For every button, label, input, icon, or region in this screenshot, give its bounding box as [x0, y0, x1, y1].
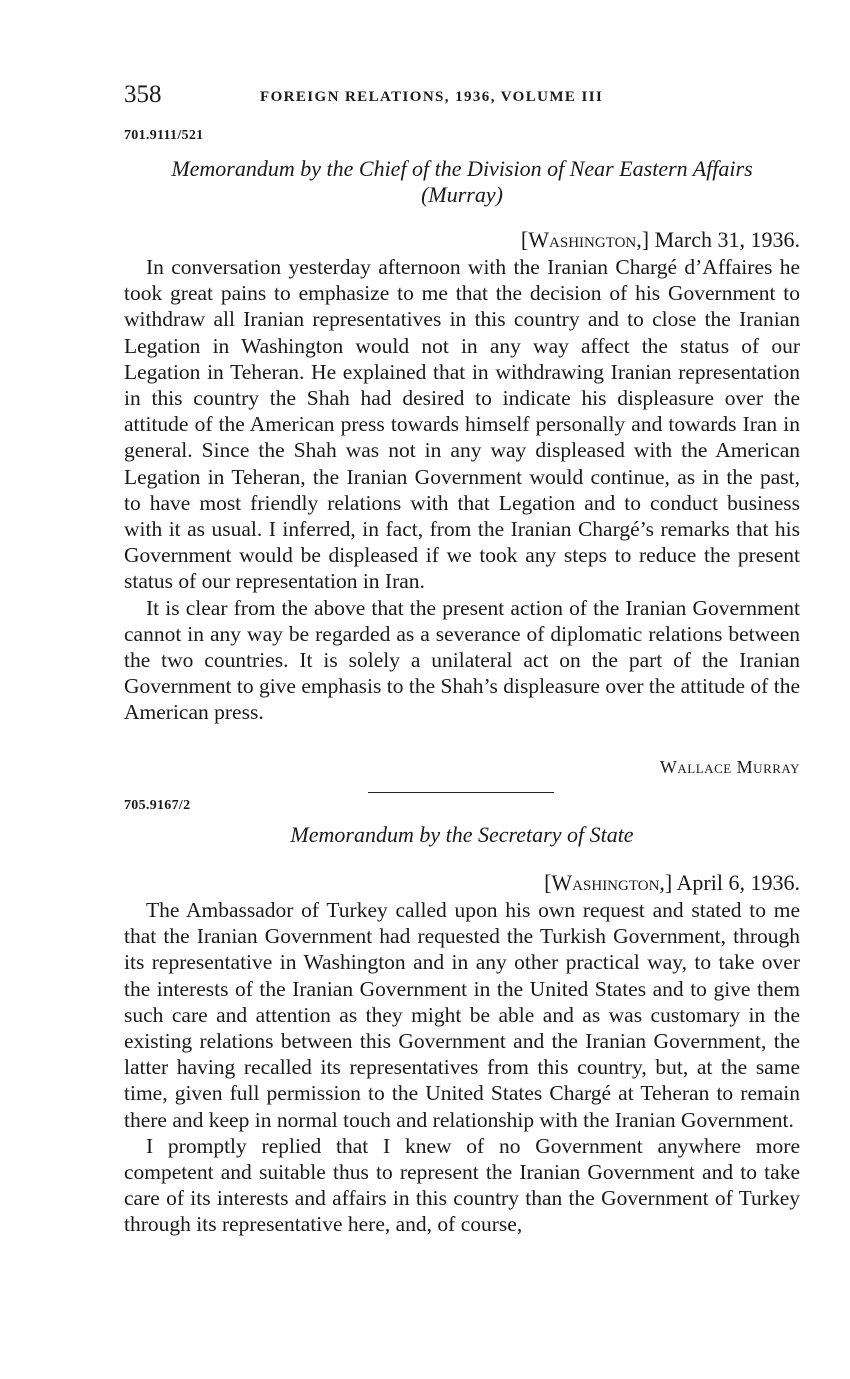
file-number-1: 701.9111/521 — [124, 128, 204, 143]
paragraph: The Ambassador of Turkey called upon his own request and stated to me that the Iranian Government had requested the Turkish Government, through its representative in Washington and in any other practical way, to take over the interests of the Iranian Government in the United States and to give them such care and attention as they might be able and as was customary in the existing relations between this Government and the Iranian Government, the latter having recalled its representatives from this country, but, at the same time, given full permission to the United States Chargé at Teheran to remain there and keep in normal touch and relationship with the Iranian Government. — [124, 898, 800, 1132]
paragraph: In conversation yesterday afternoon with the Iranian Chargé d’Affaires he took great pains to emphasize to me that the decision of his Government to withdraw all Iranian representatives in this country and to close the Iranian Legation in Washington would not in any way affect the status of our Legation in Teheran. He explained that in withdrawing Iranian representation in this country the Shah had desired to indicate his displeasure over the attitude of the American press towards himself personally and towards Iran in general. Since the Shah was not in any way displeased with the American Legation in Teheran, the Iranian Government would continue, as in the past, to have most friendly relations with that Legation and to conduct business with it as usual. I inferred, in fact, from the Iranian Chargé’s remarks that his Government would be displeased if we took any steps to reduce the present status of our representation in Iran. — [124, 255, 800, 594]
page-number: 358 — [124, 81, 162, 108]
memo-body-2 — [124, 897, 800, 1238]
dateline-place: [Washington,] — [544, 870, 673, 895]
paragraph: I promptly replied that I knew of no Government anywhere more competent and suitable thus to represent the Iranian Government and to take care of its interests and affairs in this country than the Government of Turkey through its representative here, and, of course, — [124, 1133, 800, 1237]
memo-title-1-author: (Murray) — [421, 182, 503, 207]
running-head: FOREIGN RELATIONS, 1936, VOLUME III — [260, 89, 604, 105]
dateline-place: [Washington,] — [520, 227, 650, 252]
dateline-date: March 31, 1936. — [654, 227, 800, 252]
dateline-1 — [521, 227, 800, 253]
dateline-date: April 6, 1936. — [676, 870, 800, 895]
memo-title-1: Memorandum by the Chief of the Division of Near Eastern Affairs — [171, 156, 753, 181]
memo-title-2: Memorandum by the Secretary of State — [290, 822, 634, 847]
signature-1: Wallace Murray — [659, 757, 800, 777]
separator-rule — [368, 792, 554, 793]
page-header — [124, 80, 824, 116]
dateline-2 — [544, 870, 800, 896]
file-number-2: 705.9167/2 — [124, 798, 191, 813]
memo-body-1 — [124, 254, 800, 726]
paragraph: It is clear from the above that the present action of the Iranian Government cannot in any way be regarded as a severance of diplomatic relations between the two countries. It is solely a unilateral act on the part of the Iranian Government to give emphasis to the Shah’s displeasure over the attitude of the American press. — [124, 595, 800, 725]
